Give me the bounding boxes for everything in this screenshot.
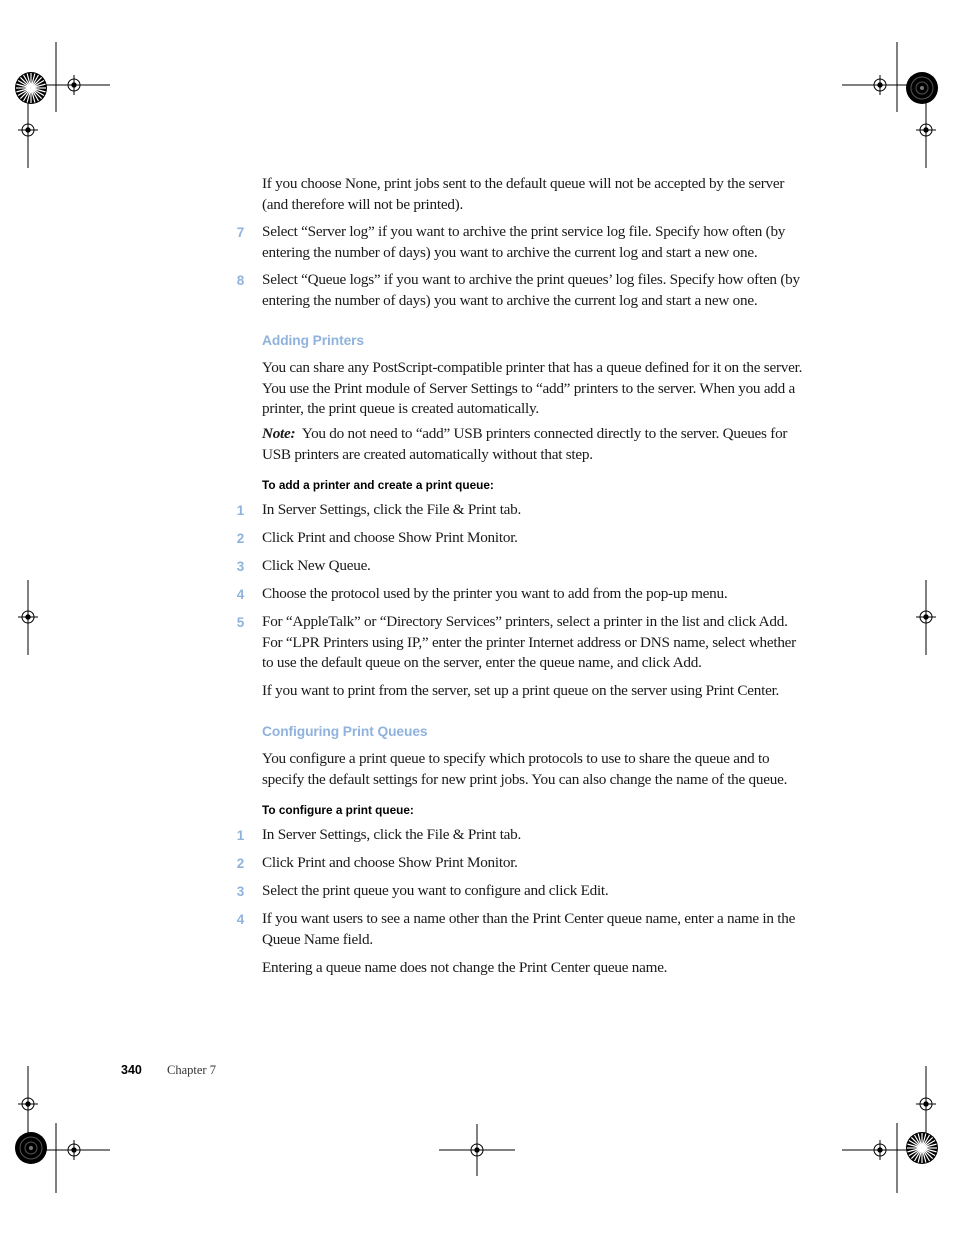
starburst-mark-top-right (906, 72, 938, 104)
step-number: 2 (236, 856, 244, 871)
step-number: 3 (236, 884, 244, 899)
section-heading-adding-printers: Adding Printers (262, 333, 364, 348)
step-number: 8 (236, 273, 244, 288)
step-text: If you want users to see a name other than the Print Center queue name, enter a name in the Queue Name field. (262, 910, 796, 948)
step-number: 3 (236, 559, 244, 574)
section-heading-configuring-queues: Configuring Print Queues (262, 724, 428, 739)
step-text: In Server Settings, click the File & Print tab. (262, 501, 522, 518)
registration-target-icon (870, 1140, 890, 1160)
step-number: 1 (236, 503, 244, 518)
registration-target-icon (916, 1094, 936, 1114)
step-text: Click Print and choose Show Print Monitor. (262, 529, 518, 546)
step-number: 5 (236, 615, 244, 630)
step-text: In Server Settings, click the File & Print tab. (262, 826, 522, 843)
procedure-title: To configure a print queue: (262, 803, 414, 817)
starburst-mark-top-left (15, 72, 47, 104)
step-text: For “AppleTalk” or “Directory Services” printers, select a printer in the list and click Add. For “LPR Printers using IP,” enter the printer Internet address or DNS name, select whether to use the default queue on the server, enter the queue name, and click Add. (262, 613, 796, 671)
note-text: You do not need to “add” USB printers connected directly to the server. Queues for USB printers are created automatically without that step. (262, 425, 788, 463)
step-text: Choose the protocol used by the printer you want to add from the pop-up menu. (262, 585, 728, 602)
starburst-mark-bottom-right (906, 1132, 938, 1164)
procedure-title: To add a printer and create a print queue: (262, 478, 494, 492)
registration-target-icon (64, 1140, 84, 1160)
step-text: Select “Queue logs” if you want to archive the print queues’ log files. Specify how often (by entering the number of days) you want to archive the current log and start a new one. (262, 271, 800, 309)
chapter-label: Chapter 7 (167, 1063, 216, 1077)
step-number: 4 (236, 587, 244, 602)
registration-target-icon (64, 75, 84, 95)
step-text: Click Print and choose Show Print Monitor. (262, 854, 518, 871)
page-number: 340 (121, 1063, 142, 1077)
step-number: 7 (236, 225, 244, 240)
step-number: 1 (236, 828, 244, 843)
configuring-queues-paragraph: You configure a print queue to specify which protocols to use to share the queue and to specify the default settings for new print jobs. You can also change the name of the queue. (262, 750, 788, 788)
registration-target-icon (916, 607, 936, 627)
registration-target-icon (870, 75, 890, 95)
adding-printers-paragraph: You can share any PostScript-compatible printer that has a queue defined for it on the server. You use the Print module of Server Settings to “add” printers to the server. When you add a printer, the print queue is created automatically. (262, 359, 803, 417)
note-paragraph (262, 424, 807, 465)
intro-paragraph: If you choose None, print jobs sent to the default queue will not be accepted by the server (and therefore will not be printed). (262, 175, 785, 213)
step-text: Select “Server log” if you want to archive the print service log file. Specify how often (by entering the number of days) you want to archive the current log and start a new one. (262, 223, 786, 261)
registration-target-icon (916, 120, 936, 140)
step-text: Select the print queue you want to configure and click Edit. (262, 882, 609, 899)
registration-target-icon (18, 120, 38, 140)
configuring-queues-after-text: Entering a queue name does not change the Print Center queue name. (262, 959, 668, 976)
step-number: 4 (236, 912, 244, 927)
registration-target-icon (18, 1094, 38, 1114)
registration-target-icon (467, 1140, 487, 1160)
step-text: Click New Queue. (262, 557, 371, 574)
registration-target-icon (18, 607, 38, 627)
adding-printers-after-text: If you want to print from the server, set up a print queue on the server using Print Center. (262, 682, 780, 699)
starburst-mark-bottom-left (15, 1132, 47, 1164)
note-label: Note: (262, 425, 296, 442)
step-number: 2 (236, 531, 244, 546)
